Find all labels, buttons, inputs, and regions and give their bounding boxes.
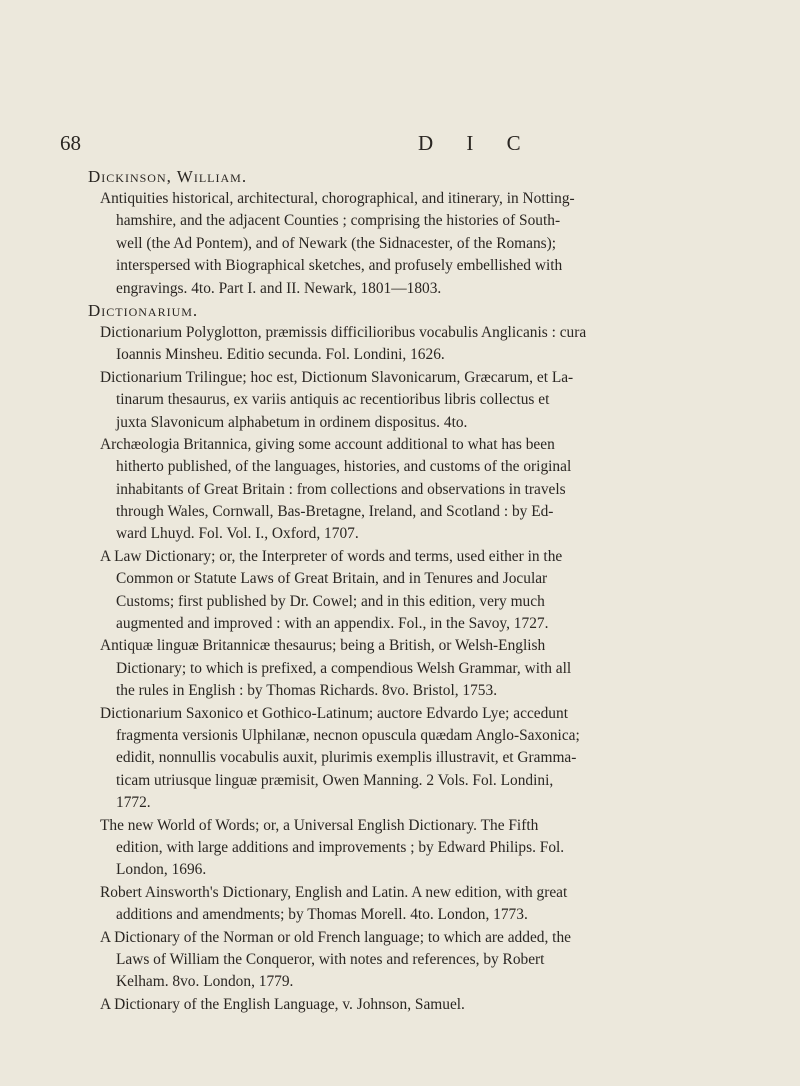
catalogue-entry — [100, 703, 740, 815]
entry-line: A Dictionary of the English Language, v. Johnson, Samuel. — [100, 995, 465, 1013]
catalogue-entry — [100, 994, 740, 1016]
entry-line: Dictionary; to which is prefixed, a compendious Welsh Grammar, with all — [116, 659, 572, 677]
entry-line: Antiquæ linguæ Britannicæ thesaurus; being a British, or Welsh-English — [100, 637, 546, 655]
entry-line: interspersed with Biographical sketches, and profusely embellished with — [116, 257, 563, 275]
catalogue-entry — [100, 367, 740, 434]
page-number: 68 — [60, 131, 81, 155]
entry-line: engravings. 4to. Part I. and II. Newark, 1801—1803. — [116, 279, 442, 297]
entry-line: The new World of Words; or, a Universal English Dictionary. The Fifth — [100, 816, 539, 834]
catalogue-entry — [100, 815, 740, 882]
entry-line: 1772. — [116, 794, 151, 812]
entry-line: Dictionarium Polyglotton, præmissis difficilioribus vocabulis Anglicanis : cura — [100, 323, 587, 341]
entry-line: fragmenta versionis Ulphilanæ, necnon opuscula quædam Anglo-Saxonica; — [116, 726, 580, 744]
entry-line: well (the Ad Pontem), and of Newark (the Sidnacester, of the Romans); — [116, 234, 557, 252]
catalogue-entry — [100, 882, 740, 927]
entry-line: hitherto published, of the languages, histories, and customs of the original — [116, 458, 572, 476]
page-header — [60, 131, 760, 159]
entry-line: Dictionarium Trilingue; hoc est, Dictionum Slavonicarum, Græcarum, et La- — [100, 368, 574, 386]
entry-line: through Wales, Cornwall, Bas-Bretagne, Ireland, and Scotland : by Ed- — [116, 503, 554, 521]
running-head: D I C — [418, 131, 535, 155]
entry-line: Kelham. 8vo. London, 1779. — [116, 973, 294, 991]
catalogue-entry — [100, 188, 740, 300]
entry-line: inhabitants of Great Britain : from collections and observations in travels — [116, 480, 566, 498]
entry-line: Robert Ainsworth's Dictionary, English and Latin. A new edition, with great — [100, 883, 568, 901]
entry-line: Laws of William the Conqueror, with notes and references, by Robert — [116, 950, 545, 968]
entry-line: A Law Dictionary; or, the Interpreter of words and terms, used either in the — [100, 547, 563, 565]
entry-line: tinarum thesaurus, ex variis antiquis ac recentioribus libris collectus et — [116, 391, 550, 409]
entry-line: additions and amendments; by Thomas Morell. 4to. London, 1773. — [116, 906, 528, 924]
entry-line: London, 1696. — [116, 861, 207, 879]
entry-line: juxta Slavonicum alphabetum in ordinem dispositus. 4to. — [116, 413, 468, 431]
entry-line: ward Lhuyd. Fol. Vol. I., Oxford, 1707. — [116, 525, 359, 543]
catalogue-entry — [100, 927, 740, 994]
section-heading: Dictionarium. — [88, 300, 199, 320]
entry-line: Archæologia Britannica, giving some account additional to what has been — [100, 435, 555, 453]
entry-line: Ioannis Minsheu. Editio secunda. Fol. Londini, 1626. — [116, 346, 445, 364]
entry-line: Common or Statute Laws of Great Britain, and in Tenures and Jocular — [116, 570, 548, 588]
catalogue-body — [88, 166, 740, 1016]
entry-line: Dictionarium Saxonico et Gothico-Latinum; auctore Edvardo Lye; accedunt — [100, 704, 568, 722]
catalogue-entry — [100, 546, 740, 636]
entry-line: augmented and improved : with an appendix. Fol., in the Savoy, 1727. — [116, 615, 549, 633]
entry-line: Antiquities historical, architectural, chorographical, and itinerary, in Notting- — [100, 190, 575, 207]
entry-line: edition, with large additions and improvements ; by Edward Philips. Fol. — [116, 838, 565, 856]
entry-line: edidit, nonnullis vocabulis auxit, plurimis exemplis illustravit, et Gramma- — [116, 749, 577, 767]
entry-line: Customs; first published by Dr. Cowel; and in this edition, very much — [116, 592, 545, 610]
catalogue-entry — [100, 635, 740, 702]
section-heading: Dickinson, William. — [88, 167, 248, 186]
entry-line: the rules in English : by Thomas Richards. 8vo. Bristol, 1753. — [116, 682, 498, 700]
entry-line: A Dictionary of the Norman or old French language; to which are added, the — [100, 928, 571, 946]
entry-line: hamshire, and the adjacent Counties ; comprising the histories of South- — [116, 212, 561, 230]
entry-line: ticam utriusque linguæ præmisit, Owen Manning. 2 Vols. Fol. Londini, — [116, 771, 554, 789]
catalogue-entry — [100, 322, 740, 367]
catalogue-entry — [100, 434, 740, 546]
